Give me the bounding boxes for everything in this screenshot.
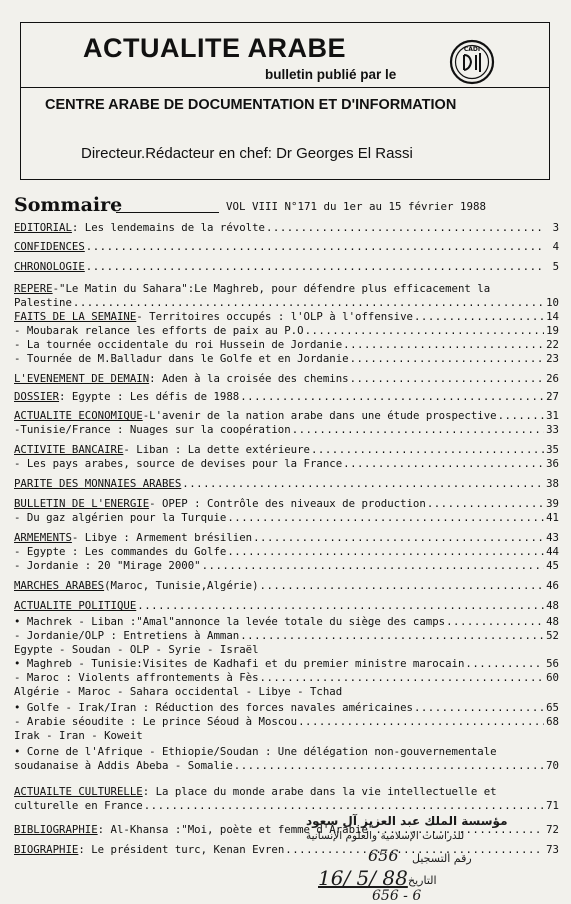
toc-entry-text: Algérie - Maroc - Sahara occidental - Libye - Tchad [14,685,343,698]
toc-line [14,799,559,813]
toc-leader-dots [260,579,544,593]
toc-entry-text: : La place du monde arabe dans la vie intellectuelle et [142,785,497,798]
toc-page-number: 48 [546,615,559,628]
toc-leader-dots [311,443,544,457]
toc-entry-text: -L'avenir de la nation arabe dans une étude prospective [142,409,497,422]
sommaire-underline [116,212,219,213]
toc-line [14,324,559,338]
svg-text:CADI: CADI [463,46,481,53]
toc-page-number: 23 [546,352,559,365]
organization-name: CENTRE ARABE DE DOCUMENTATION ET D'INFORMATION [45,97,457,113]
toc-leader-dots [292,423,544,437]
toc-entry-text: • Machrek - Liban :"Amal"annonce la levée totale du siège des camps [14,615,446,628]
toc-line [14,759,559,773]
toc-page-number: 46 [546,579,559,592]
toc-line [14,338,559,352]
toc-entry-text: Palestine [14,296,72,309]
toc-line [14,715,559,729]
toc-section-label: REPERE [14,282,53,295]
toc-page-number: 43 [546,531,559,544]
toc-leader-dots [266,221,544,235]
toc-page-number: 73 [546,843,559,856]
toc-line [14,843,559,857]
toc-section-label: MARCHES ARABES [14,579,105,592]
toc-page-number: 65 [546,701,559,714]
toc-entry-text: : Le président turc, Kenan Evren [78,843,285,856]
toc-leader-dots [498,409,544,423]
toc-page-number: 36 [546,457,559,470]
toc-line [14,701,559,715]
toc-page-number: 52 [546,629,559,642]
toc-entry-text: - OPEP : Contrôle des niveaux de production [149,497,426,510]
toc-leader-dots [350,352,544,366]
toc-entry-text: Irak - Iran - Koweit [14,729,143,742]
toc-page-number: 44 [546,545,559,558]
toc-line [14,443,559,457]
toc-section-label: ARMEMENTS [14,531,72,544]
toc-page-number: 39 [546,497,559,510]
toc-line [14,240,559,254]
toc-leader-dots [414,310,544,324]
toc-line [14,221,559,235]
toc-entry-text: • Golfe - Irak/Iran : Réduction des forces navales américaines [14,701,413,714]
toc-line [14,409,559,423]
stamp-date-handwritten: 16/ 5/ 88 [318,866,408,890]
toc-leader-dots [137,599,544,613]
toc-page-number: 14 [546,310,559,323]
toc-entry-text: - Les pays arabes, source de devises pour la France [14,457,343,470]
stamp-number-label: رقم التسجيل [412,852,472,865]
toc-line [14,511,559,525]
toc-line [14,559,559,573]
toc-page-number: 5 [552,260,559,273]
toc-line [14,785,559,799]
toc-line [14,657,559,671]
toc-entry-text: (Maroc, Tunisie,Algérie) [104,579,259,592]
toc-page-number: 70 [546,759,559,772]
toc-leader-dots [305,324,544,338]
toc-line [14,685,559,699]
stamp-institution-subline: للدراسات الإسلامية والعلوم الإنسانية [306,830,465,842]
toc-page-number: 22 [546,338,559,351]
toc-page-number: 72 [546,823,559,836]
toc-leader-dots [86,260,544,274]
toc-entry-text: - Egypte : Les commandes du Golfe [14,545,227,558]
toc-section-label: ACTUAILTE CULTURELLE [14,785,143,798]
cadi-logo-icon [449,39,495,85]
toc-page-number: 19 [546,324,559,337]
toc-entry-text: - Maroc : Violents affrontements à Fès [14,671,259,684]
toc-page-number: 31 [546,409,559,422]
toc-page-number: 60 [546,671,559,684]
stamp-institution-line: مؤسسة الملك عبد العزيز آل سعود [306,814,508,828]
masthead-box [20,22,550,180]
toc-entry-text: - Tournée de M.Balladur dans le Golfe et en Jordanie [14,352,349,365]
toc-entry-text: - Territoires occupés : l'OLP à l'offensive [136,310,413,323]
toc-line [14,531,559,545]
toc-line [14,615,559,629]
toc-entry-text: culturelle en France [14,799,143,812]
toc-leader-dots [234,759,544,773]
toc-leader-dots [227,511,544,525]
toc-leader-dots [182,477,544,491]
toc-section-label: CHRONOLOGIE [14,260,85,273]
toc-leader-dots [240,390,544,404]
toc-entry-text: - Moubarak relance les efforts de paix au P.O [14,324,304,337]
toc-leader-dots [350,372,544,386]
toc-page-number: 48 [546,599,559,612]
toc-leader-dots [343,457,544,471]
toc-entry-text: - Jordanie : 20 "Mirage 2000" [14,559,201,572]
masthead-divider [21,87,549,88]
toc-line [14,629,559,643]
toc-line [14,477,559,491]
toc-section-label: ACTUALITE POLITIQUE [14,599,137,612]
toc-leader-dots [86,240,544,254]
issue-volume-line: VOL VIII N°171 du 1er au 15 février 1988 [226,200,487,213]
toc-leader-dots [260,671,544,685]
stamp-number-handwritten: 656 [368,846,399,865]
toc-section-label: ACTUALITE ECONOMIQUE [14,409,143,422]
toc-entry-text: : Al-Khansa :"Moi, poète et femme d'Arabie" [97,823,375,836]
toc-entry-text: - Arabie séoudite : Le prince Séoud à Moscou [14,715,298,728]
toc-entry-text: : Aden à la croisée des chemins [149,372,349,385]
toc-page-number: 26 [546,372,559,385]
toc-entry-text: -"Le Matin du Sahara":Le Maghreb, pour défendre plus efficacement la [52,282,491,295]
toc-line [14,671,559,685]
toc-line [14,310,559,324]
toc-line [14,745,559,759]
toc-page-number: 35 [546,443,559,456]
toc-line [14,260,559,274]
toc-leader-dots [253,531,544,545]
toc-entry-text: - Liban : La dette extérieure [123,443,310,456]
sommaire-heading: Sommaire [14,194,123,216]
toc-leader-dots [298,715,544,729]
toc-page-number: 68 [546,715,559,728]
toc-section-label: PARITE DES MONNAIES ARABES [14,477,182,490]
toc-section-label: BULLETIN DE L'ENERGIE [14,497,150,510]
toc-line [14,296,559,310]
toc-line [14,599,559,613]
toc-entry-text: - Libye : Armement brésilien [71,531,253,544]
toc-entry-text: - La tournée occidentale du roi Hussein de Jordanie [14,338,343,351]
toc-entry-text: Egypte - Soudan - OLP - Syrie - Israël [14,643,259,656]
publication-subtitle: bulletin publié par le [265,67,397,82]
toc-leader-dots [414,701,544,715]
toc-line [14,282,559,296]
toc-leader-dots [144,799,544,813]
toc-entry-text: - Jordanie/OLP : Entretiens à Amman [14,629,240,642]
toc-page-number: 71 [546,799,559,812]
toc-line [14,372,559,386]
toc-line [14,729,559,743]
toc-leader-dots [343,338,544,352]
toc-page-number: 3 [552,221,559,234]
toc-leader-dots [446,615,544,629]
toc-line [14,352,559,366]
toc-line [14,457,559,471]
director-line: Directeur.Rédacteur en chef: Dr Georges El Rassi [81,145,413,162]
stamp-date-label: التاريخ [408,874,437,887]
toc-page-number: 41 [546,511,559,524]
toc-line [14,545,559,559]
toc-entry-text: -Tunisie/France : Nuages sur la coopération [14,423,291,436]
toc-page-number: 38 [546,477,559,490]
toc-page-number: 56 [546,657,559,670]
toc-section-label: DOSSIER [14,390,60,403]
toc-page-number: 33 [546,423,559,436]
toc-section-label: L'EVENEMENT DE DEMAIN [14,372,150,385]
toc-section-label: CONFIDENCES [14,240,85,253]
toc-leader-dots [465,657,544,671]
toc-line [14,390,559,404]
toc-entry-text: • Maghreb - Tunisie:Visites de Kadhafi et du premier ministre marocain [14,657,465,670]
toc-entry-text: - Du gaz algérien pour la Turquie [14,511,227,524]
stamp-extra-handwritten: 656 - 6 [372,888,422,904]
toc-section-label: ACTIVITE BANCAIRE [14,443,124,456]
toc-section-label: FAITS DE LA SEMAINE [14,310,137,323]
toc-entry-text: • Corne de l'Afrique - Ethiopie/Soudan : Une délégation non-gouvernementale [14,745,497,758]
toc-leader-dots [202,559,544,573]
toc-leader-dots [227,545,544,559]
toc-page-number: 4 [552,240,559,253]
toc-line [14,497,559,511]
toc-entry-text: soudanaise à Addis Abeba - Somalie [14,759,233,772]
toc-page-number: 27 [546,390,559,403]
toc-leader-dots [427,497,544,511]
toc-entry-text: : Les lendemains de la révolte [71,221,265,234]
toc-leader-dots [240,629,544,643]
toc-line [14,579,559,593]
toc-section-label: BIBLIOGRAPHIE [14,823,98,836]
toc-leader-dots [73,296,544,310]
toc-line [14,643,559,657]
toc-page-number: 45 [546,559,559,572]
toc-entry-text: : Egypte : Les défis de 1988 [59,390,240,403]
toc-line [14,423,559,437]
toc-page-number: 10 [546,296,559,309]
publication-title: ACTUALITE ARABE [83,33,346,63]
toc-section-label: BIOGRAPHIE [14,843,79,856]
toc-section-label: EDITORIAL [14,221,72,234]
